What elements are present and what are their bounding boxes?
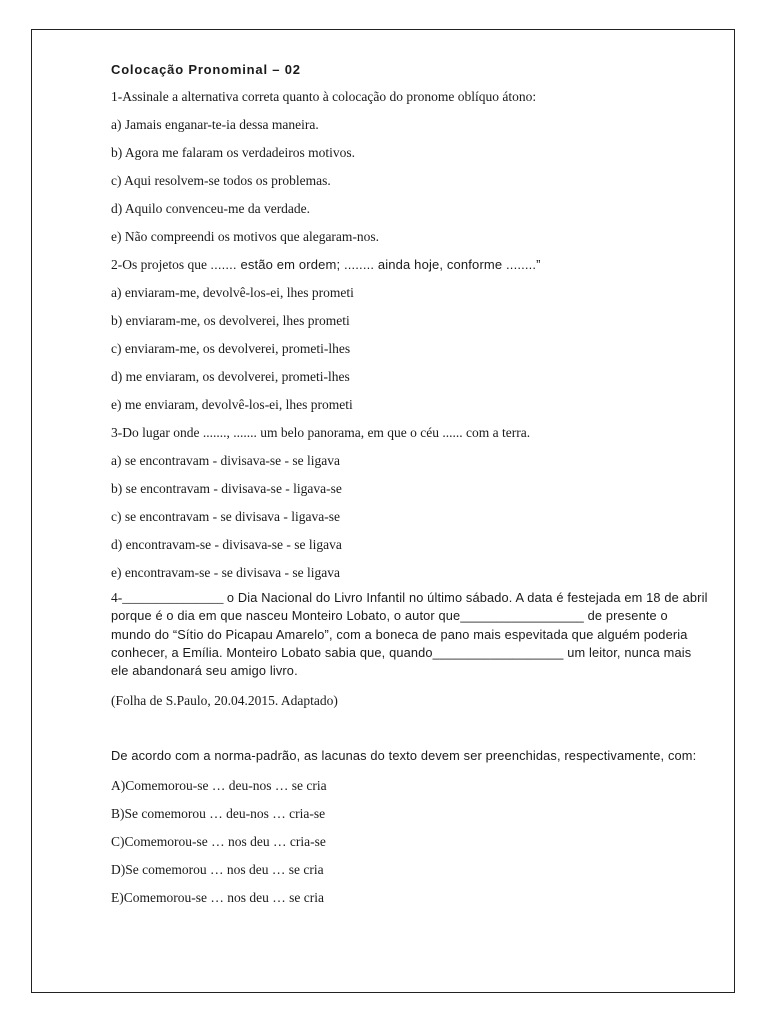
question-4-source: (Folha de S.Paulo, 20.04.2015. Adaptado) [111,693,338,709]
document-page [31,29,735,993]
question-1-option-e: e) Não compreendi os motivos que alegaram-nos. [111,229,380,244]
question-3-option-a: a) se encontravam - divisava-se - se ligava [111,453,341,468]
question-4-blank-1: 4-_______________ [111,590,227,605]
question-4-passage: o Dia Nacional do Livro Infantil no último sábado. A data é festejada em 18 de abril porque é o dia em que nasceu Monteiro Lobato, o autor que_________________ de presente o mundo do “Sítio do Picapau Amarelo”, com a boneca de pano mais espevitada que alguém poderia conhecer, a Emília. Monteiro Lobato sabia que, quando__________________ um leitor, nunca mais ele abandonará seu amigo livro. [111,590,708,679]
question-2-option-a: a) enviaram-me, devolvê-los-ei, lhes prometi [111,285,354,300]
question-2-option-d: d) me enviaram, os devolverei, prometi-lhes [111,369,350,384]
question-4-option-e: E)Comemorou-se … nos deu … se cria [111,889,324,905]
question-3-stem: 3-Do lugar onde ......., ....... um belo panorama, em que o céu ...... com a terra. [111,425,531,440]
question-4-option-d: D)Se comemorou … nos deu … se cria [111,861,324,877]
question-2-stem-prefix: 2-Os projetos que [111,257,211,272]
question-4-instruction [111,747,711,765]
question-1-option-a: a) Jamais enganar-te-ia dessa maneira. [111,117,319,132]
question-4-instruction-text: De acordo com a norma-padrão, as lacunas do texto devem ser preenchidas, respectivamente, com: [111,748,697,764]
question-2-option-c: c) enviaram-me, os devolverei, prometi-lhes [111,341,351,356]
document-content [111,60,711,907]
question-4-option-b: B)Se comemorou … deu-nos … cria-se [111,805,326,821]
question-4-option-a: A)Comemorou-se … deu-nos … se cria [111,777,327,793]
question-1-option-b: b) Agora me falaram os verdadeiros motivos. [111,145,356,160]
question-3-option-e: e) encontravam-se - se divisava - se ligava [111,565,341,580]
question-1-option-d: d) Aquilo convenceu-me da verdade. [111,201,311,216]
question-2-option-b: b) enviaram-me, os devolverei, lhes prometi [111,313,350,328]
question-2-stem-rest: ....... estão em ordem; ........ ainda hoje, conforme ........” [210,257,541,272]
document-title: Colocação Pronominal – 02 [111,62,301,77]
question-3-option-d: d) encontravam-se - divisava-se - se ligava [111,537,342,552]
question-1-stem: 1-Assinale a alternativa correta quanto à colocação do pronome oblíquo átono: [111,89,537,104]
question-2-stem [111,255,711,274]
question-3-option-b: b) se encontravam - divisava-se - ligava-se [111,481,342,496]
question-2-option-e: e) me enviaram, devolvê-los-ei, lhes prometi [111,397,353,412]
question-1-option-c: c) Aqui resolvem-se todos os problemas. [111,173,331,188]
question-4-option-c: C)Comemorou-se … nos deu … cria-se [111,833,326,849]
question-4-text [111,589,711,680]
question-3-option-c: c) se encontravam - se divisava - ligava-se [111,509,341,524]
